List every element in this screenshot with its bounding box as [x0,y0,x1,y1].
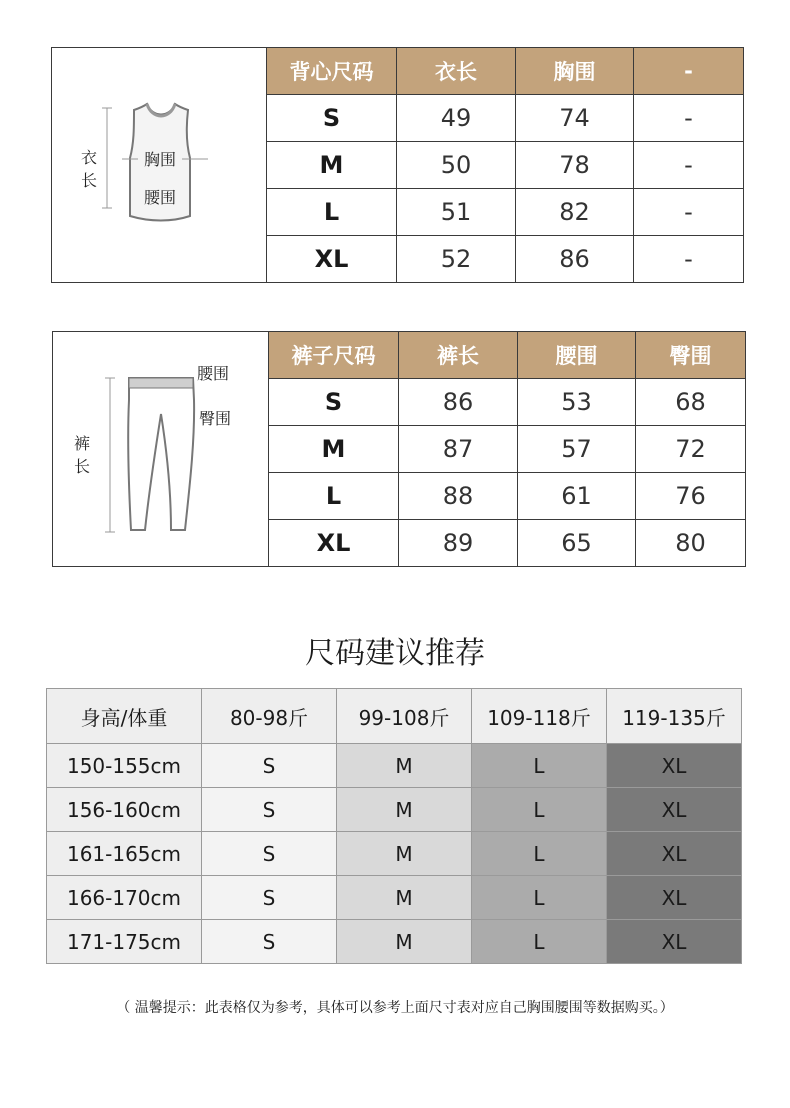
recommendation-header-row [47,689,742,744]
size-cell: L [472,832,607,876]
size-cell: S [202,920,337,964]
pants-waist-label: 腰围 [197,364,230,383]
size-cell: S [202,744,337,788]
pants-waist-value: 61 [518,473,636,520]
weight-column-header: 99-108斤 [337,689,472,744]
size-cell: S [202,876,337,920]
height-label: 156-160cm [47,788,202,832]
height-label: 150-155cm [47,744,202,788]
size-cell: XL [607,876,742,920]
size-cell: XL [607,788,742,832]
vest-size: M [267,142,397,189]
vest-illustration [52,48,266,282]
vest-extra-value: - [634,142,744,189]
vest-waist-label: 腰围 [143,188,177,207]
vest-chest-value: 82 [516,189,634,236]
size-cell: XL [607,744,742,788]
table-row [47,744,742,788]
size-cell: M [337,920,472,964]
size-cell: S [202,832,337,876]
size-cell: M [337,876,472,920]
vest-size: S [267,95,397,142]
vest-header-chest: 胸围 [516,48,634,95]
pants-header-waist: 腰围 [518,332,636,379]
vest-chest-value: 86 [516,236,634,283]
pants-waist-value: 53 [518,379,636,426]
height-label: 161-165cm [47,832,202,876]
pants-size: S [269,379,399,426]
pants-shape [128,378,194,530]
pants-illustration [53,332,268,566]
table-row [47,832,742,876]
size-cell: M [337,744,472,788]
vest-length-value: 51 [397,189,516,236]
vest-header-size: 背心尺码 [267,48,397,95]
size-cell: L [472,788,607,832]
table-row [47,920,742,964]
vest-extra-value: - [634,189,744,236]
pants-length-value: 89 [399,520,518,567]
vest-length-label-1: 衣 [80,148,98,167]
pants-waist-value: 57 [518,426,636,473]
vest-size: L [267,189,397,236]
pants-diagram [53,332,269,567]
pants-size: XL [269,520,399,567]
pants-hip-value: 68 [636,379,746,426]
height-label: 171-175cm [47,920,202,964]
weight-column-header: 119-135斤 [607,689,742,744]
vest-chest-label: 胸围 [143,150,177,169]
vest-header-length: 衣长 [397,48,516,95]
size-cell: L [472,876,607,920]
vest-header-extra: - [634,48,744,95]
table-row [47,876,742,920]
vest-chest-value: 78 [516,142,634,189]
vest-length-value: 50 [397,142,516,189]
pants-header-size: 裤子尺码 [269,332,399,379]
pants-size-table [52,331,746,567]
pants-size: M [269,426,399,473]
size-cell: XL [607,832,742,876]
size-cell: M [337,832,472,876]
pants-length-label-1: 裤 [73,434,91,453]
size-cell: M [337,788,472,832]
pants-hip-label: 臀围 [199,409,232,428]
pants-header-length: 裤长 [399,332,518,379]
size-cell: XL [607,920,742,964]
pants-hip-value: 72 [636,426,746,473]
table-row [47,788,742,832]
vest-length-value: 52 [397,236,516,283]
pants-hip-value: 76 [636,473,746,520]
height-label: 166-170cm [47,876,202,920]
corner-label: 身高/体重 [47,689,202,744]
pants-length-value: 87 [399,426,518,473]
pants-length-label-2: 长 [73,457,91,476]
pants-hip-value: 80 [636,520,746,567]
pants-length-value: 88 [399,473,518,520]
size-cell: L [472,744,607,788]
recommendation-title: 尺码建议推荐 [305,636,485,671]
pants-header-hip: 臀围 [636,332,746,379]
vest-length-value: 49 [397,95,516,142]
pants-size: L [269,473,399,520]
size-cell: S [202,788,337,832]
size-cell: L [472,920,607,964]
vest-size: XL [267,236,397,283]
vest-extra-value: - [634,95,744,142]
vest-diagram [52,48,267,283]
reference-note: （ 温馨提示：此表格仅为参考，具体可以参考上面尺寸表对应自己胸围腰围等数据购买。） [116,1000,674,1016]
pants-length-value: 86 [399,379,518,426]
vest-size-table [51,47,744,283]
weight-column-header: 80-98斤 [202,689,337,744]
weight-column-header: 109-118斤 [472,689,607,744]
vest-extra-value: - [634,236,744,283]
vest-chest-value: 74 [516,95,634,142]
vest-length-label-2: 长 [80,171,98,190]
recommendation-table [46,688,742,964]
pants-waist-value: 65 [518,520,636,567]
